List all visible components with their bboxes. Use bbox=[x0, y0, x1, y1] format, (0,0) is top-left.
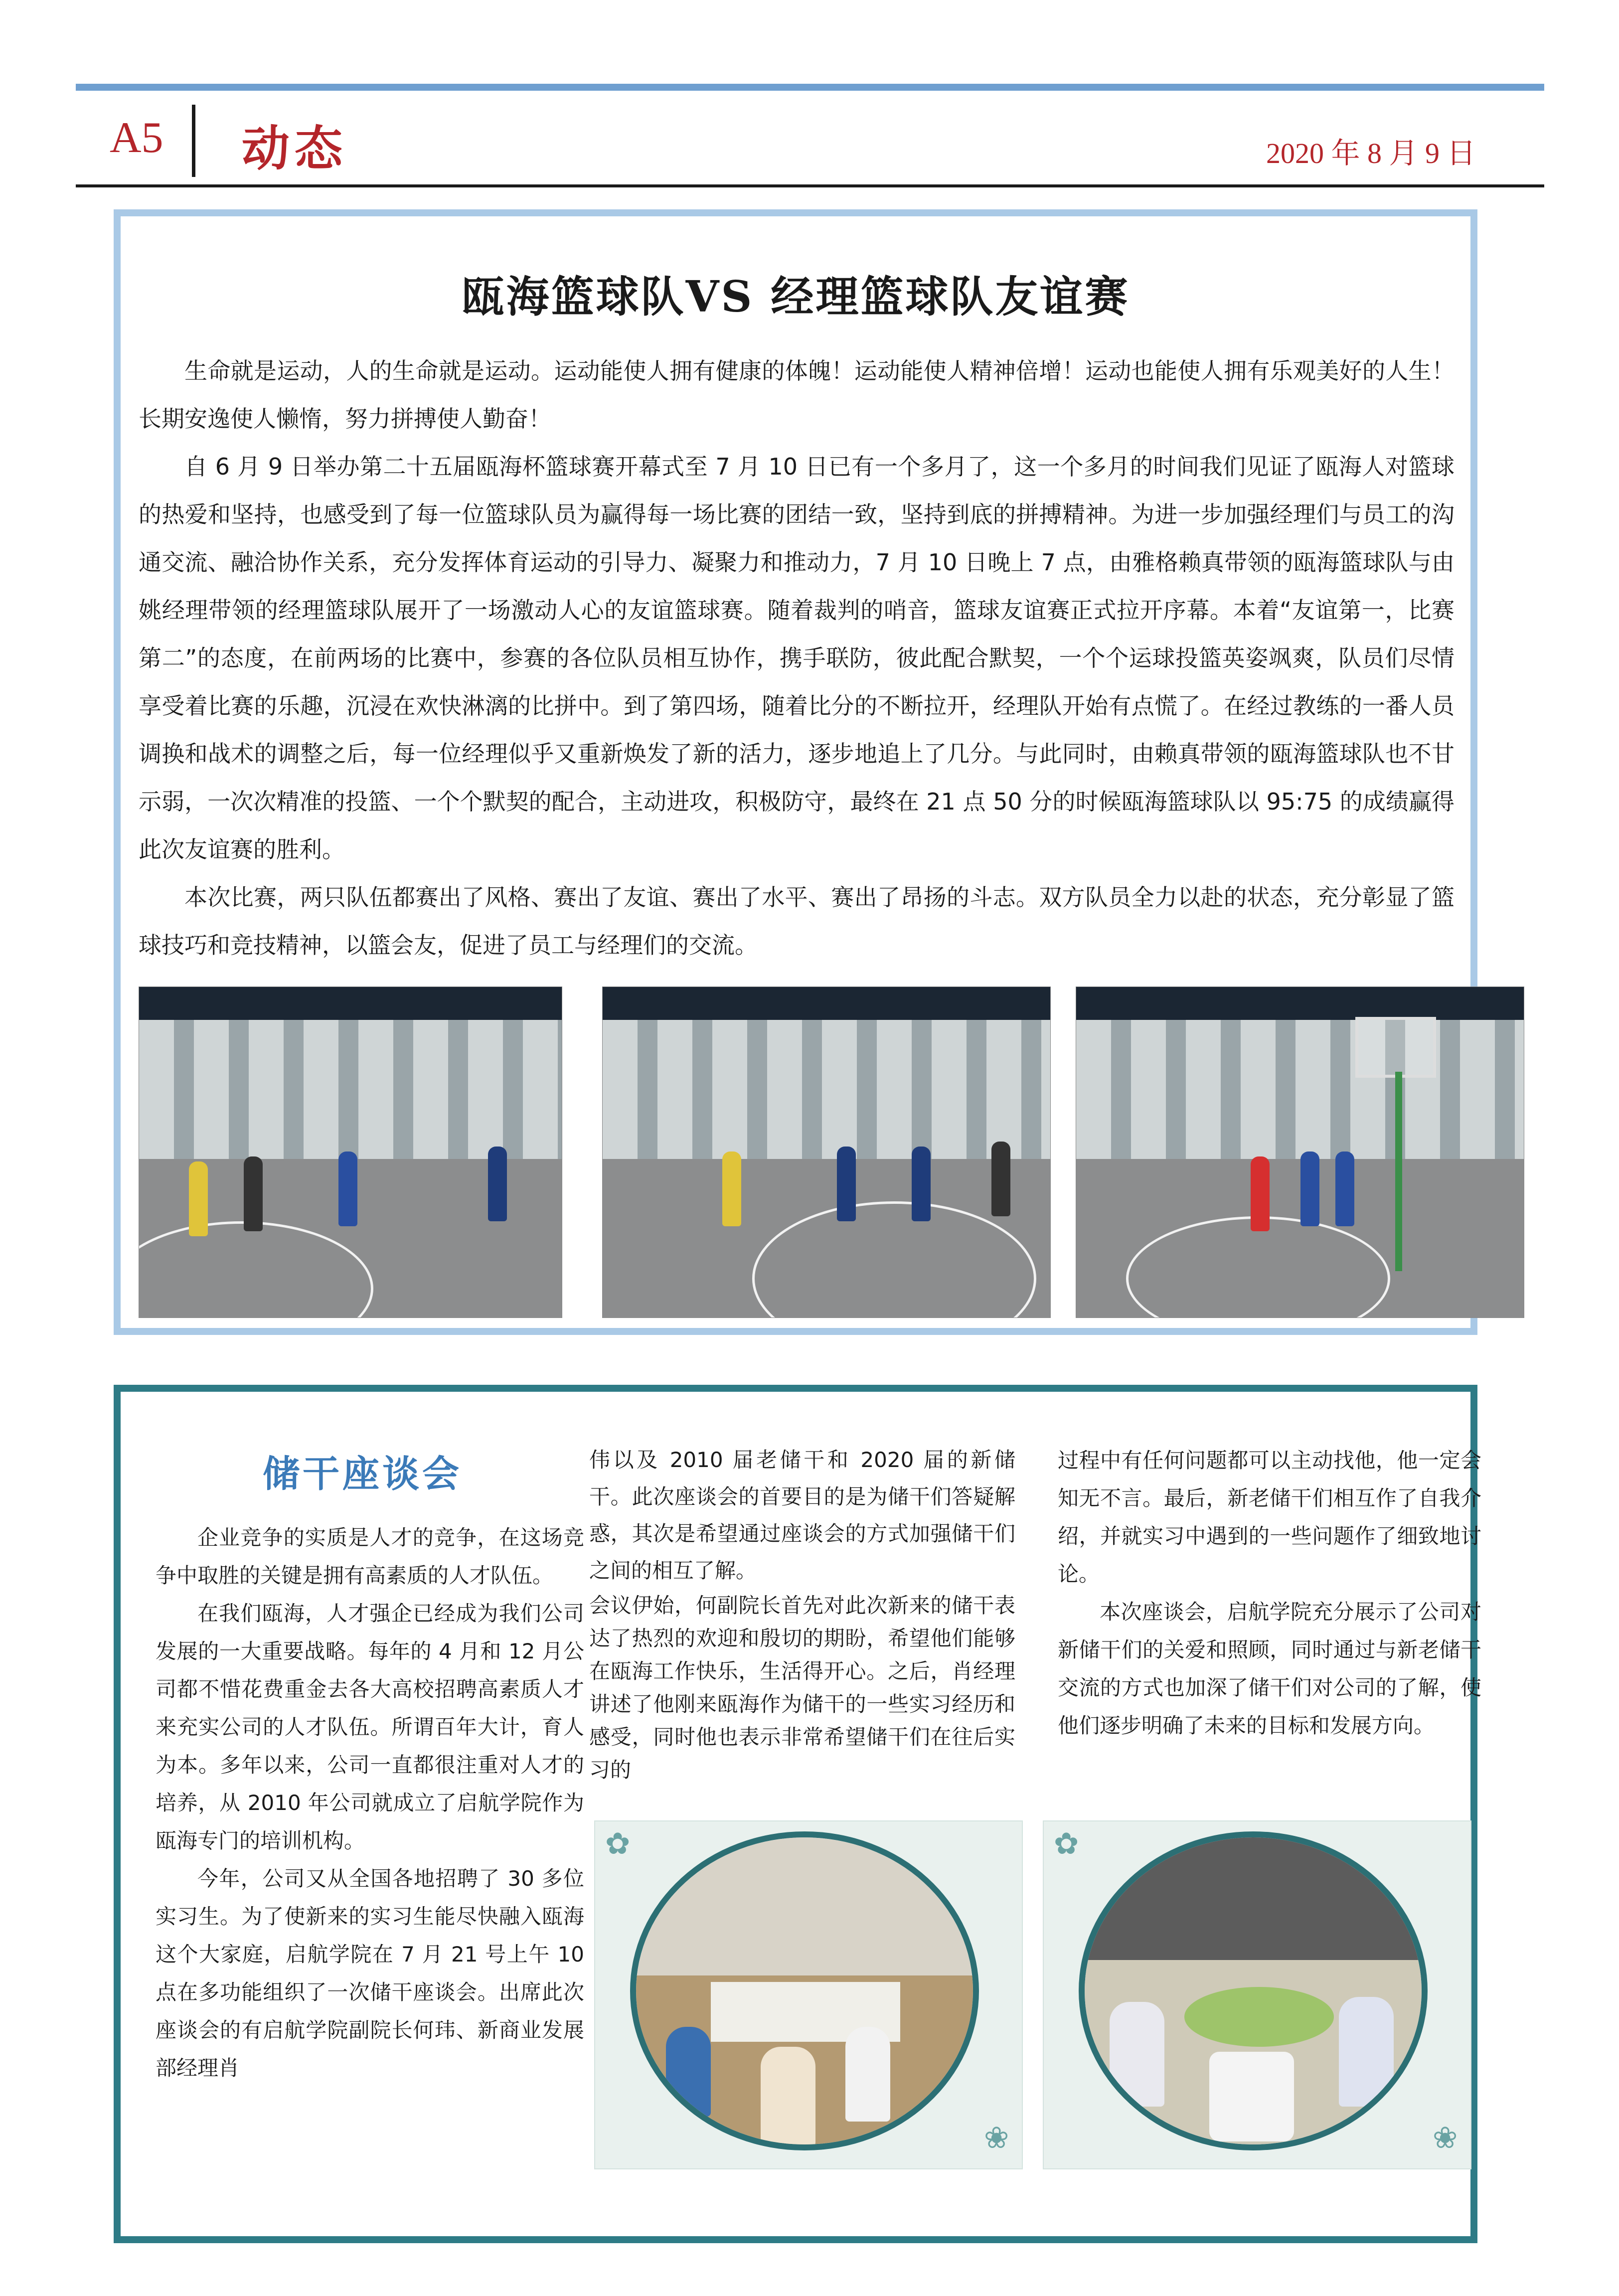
article-paragraph: 伟以及 2010 届老储干和 2020 届的新储干。此次座谈会的首要目的是为储干们答疑解惑，其次是希望通过座谈会的方式加强储干们之间的相互了解。 bbox=[589, 1448, 1015, 1583]
meeting-photo bbox=[1043, 1820, 1471, 2169]
basketball-article bbox=[114, 209, 1477, 1335]
text-column-1 bbox=[156, 1519, 584, 2087]
decor-icon: ❀ bbox=[984, 2121, 1009, 2155]
article-paragraph: 自 6 月 9 日举办第二十五届瓯海杯篮球赛开幕式至 7 月 10 日已有一个多月了，这一个多月的时间我们见证了瓯海人对篮球的热爱和坚持，也感受到了每一位篮球队员为赢得每一场比赛的团结一致，坚持到底的拼搏精神。为进一步加强经理们与员工的沟通交流、融洽协作关系，充分发挥体育运动的引导力、凝聚力和推动力，7 月 10 日晚上 7 点，由雅格赖真带领的瓯海篮球队与由姚经理带领的经理篮球队展开了一场激动人心的友谊篮球赛。随着裁判的哨音，篮球友谊赛正式拉开序幕。本着“友谊第一，比赛第二”的态度，在前两场的比赛中，参赛的各位队员相互协作，携手联防，彼此配合默契，一个个运球投篮英姿飒爽，队员们尽情享受着比赛的乐趣，沉浸在欢快淋漓的比拼中。到了第四场，随着比分的不断拉开，经理队开始有点慌了。在经过教练的一番人员调换和战术的调整之后，每一位经理似乎又重新焕发了新的活力，逐步地追上了几分。与此同时，由赖真带领的瓯海篮球队也不甘示弱，一次次精准的投篮、一个个默契的配合，主动进攻，积极防守，最终在 21 点 50 分的时候瓯海篮球队以 95:75 的成绩赢得此次友谊赛的胜利。 bbox=[139, 453, 1455, 863]
article-paragraph: 本次座谈会，启航学院充分展示了公司对新储干们的关爱和照顾，同时通过与新老储干交流的方式也加深了储干们对公司的了解，使他们逐步明确了未来的目标和发展方向。 bbox=[1058, 1600, 1481, 1738]
article-paragraph: 本次比赛，两只队伍都赛出了风格、赛出了友谊、赛出了水平、赛出了昂扬的斗志。双方队员全力以赴的状态，充分彰显了篮球技巧和竞技精神，以篮会友，促进了员工与经理们的交流。 bbox=[139, 884, 1455, 959]
basketball-photo bbox=[139, 986, 562, 1318]
text-column-3 bbox=[1058, 1442, 1481, 1745]
text-column-2 bbox=[589, 1442, 1015, 1787]
decor-icon: ✿ bbox=[1054, 1826, 1079, 1861]
issue-date: 2020 年 8 月 9 日 bbox=[1266, 137, 1476, 169]
article-paragraph: 生命就是运动，人的生命就是运动。运动能使人拥有健康的体魄！运动能使人精神倍增！运动也能使人拥有乐观美好的人生！长期安逸使人懒惰，努力拼搏使人勤奋！ bbox=[139, 357, 1455, 432]
article-headline: 储干座谈会 bbox=[263, 1453, 462, 1495]
article-paragraph: 过程中有任何问题都可以主动找他，他一定会知无不言。最后，新老储干们相互作了自我介绍，并就实习中遇到的一些问题作了细致地讨论。 bbox=[1058, 1448, 1481, 1586]
meeting-photo bbox=[594, 1820, 1023, 2169]
decor-icon: ❀ bbox=[1433, 2121, 1458, 2155]
decor-icon: ✿ bbox=[605, 1826, 631, 1861]
article-paragraph: 会议伊始，何副院长首先对此次新来的储干表达了热烈的欢迎和殷切的期盼，希望他们能够在瓯海工作快乐，生活得开心。之后，肖经理讲述了他刚来瓯海作为储干的一些实习经历和感受，同时他也表示非常希望储干们在往后实习的 bbox=[589, 1593, 1015, 1782]
article-headline: 瓯海篮球队VS 经理篮球队友谊赛 bbox=[461, 272, 1130, 322]
article-body bbox=[139, 347, 1455, 969]
header-rule bbox=[76, 184, 1544, 187]
basketball-photo bbox=[1076, 986, 1524, 1318]
trainee-forum-article bbox=[114, 1385, 1481, 2243]
basketball-photo-strip bbox=[139, 986, 1502, 1330]
section-title: 动态 bbox=[242, 120, 347, 176]
article-paragraph: 在我们瓯海，人才强企已经成为我们公司发展的一大重要战略。每年的 4 月和 12 月公司都不惜花费重金去各大高校招聘高素质人才来充实公司的人才队伍。所谓百年大计，育人为本。多年以来，公司一直都很注重对人才的培养，从 2010 年公司就成立了启航学院作为瓯海专门的培训机构。 bbox=[156, 1601, 584, 1853]
header-separator bbox=[192, 105, 195, 177]
article-paragraph: 今年，公司又从全国各地招聘了 30 多位实习生。为了使新来的实习生能尽快融入瓯海这个大家庭，启航学院在 7 月 21 号上午 10 点在多功能组织了一次储干座谈会。出席此次座谈会的有启航学院副院长何玮、新商业发展部经理肖 bbox=[156, 1866, 584, 2080]
top-color-bar bbox=[76, 84, 1544, 91]
page-number: A5 bbox=[110, 114, 163, 162]
basketball-photo bbox=[602, 986, 1051, 1318]
article-paragraph: 企业竞争的实质是人才的竞争，在这场竞争中取胜的关键是拥有高素质的人才队伍。 bbox=[156, 1525, 584, 1588]
